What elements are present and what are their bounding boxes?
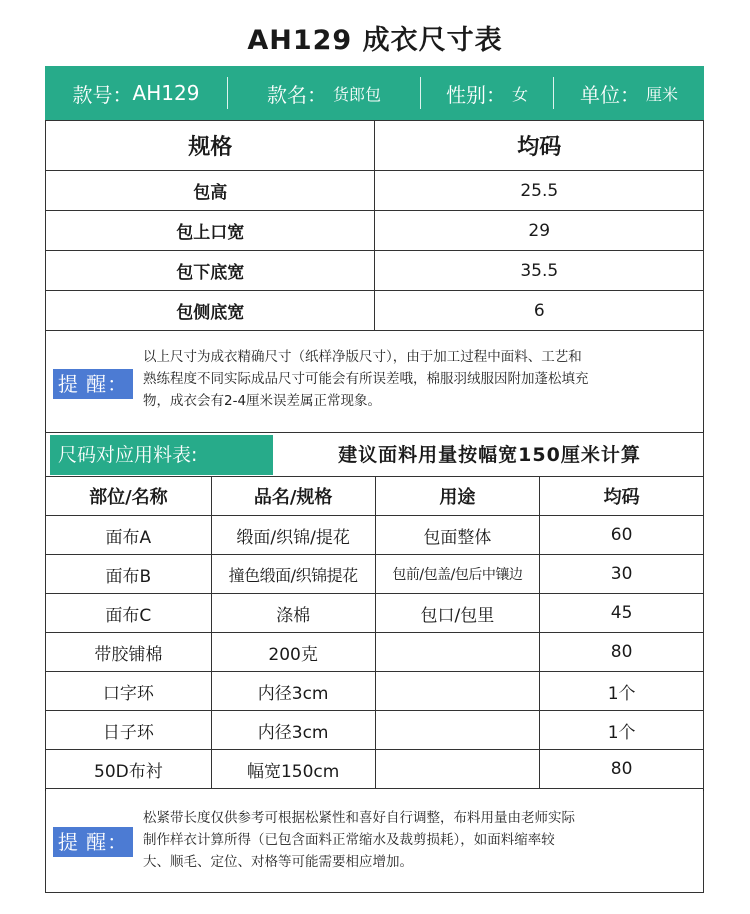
usage-cell	[375, 750, 540, 789]
table-row	[46, 291, 704, 331]
name-label: 款名：	[266, 82, 327, 107]
part-cell: 50D布衬	[46, 750, 212, 789]
reminder-box-1	[45, 329, 704, 430]
reminder-line: 熟练程度不同实际成品尺寸可能会有所误差哦，棉服羽绒服因附加蓬松填充	[143, 371, 589, 387]
spec-cell: 200克	[211, 633, 375, 672]
gender-value: 女	[511, 84, 528, 104]
amount-cell: 1个	[540, 672, 704, 711]
size-table-header	[46, 121, 704, 171]
spec-cell: 涤棉	[211, 594, 375, 633]
size-value: 6	[375, 291, 704, 331]
spec-cell: 撞色缎面/织锦提花	[211, 555, 375, 594]
size-label: 包下底宽	[46, 251, 375, 291]
size-label: 包侧底宽	[46, 291, 375, 331]
size-value: 35.5	[375, 251, 704, 291]
amount-cell: 1个	[540, 711, 704, 750]
table-row	[46, 750, 704, 789]
table-row	[46, 516, 704, 555]
unit-label: 单位：	[579, 82, 640, 107]
spec-cell: 幅宽150cm	[211, 750, 375, 789]
usage-cell: 包前/包盖/包后中镶边	[375, 555, 540, 594]
style-no-cell	[45, 66, 227, 120]
reminder-line: 以上尺寸为成衣精确尺寸（纸样净版尺寸），由于加工过程中面料、工艺和	[143, 349, 582, 365]
table-row	[46, 711, 704, 750]
table-row	[46, 594, 704, 633]
size-table	[45, 120, 704, 331]
onesize-header: 均码	[375, 121, 704, 171]
reminder-box-2	[45, 791, 704, 893]
material-section-header	[45, 432, 704, 476]
part-cell: 面布C	[46, 594, 212, 633]
spec-cell: 内径3cm	[211, 672, 375, 711]
reminder-tag: 提 醒：	[53, 369, 133, 399]
spec-cell: 缎面/织锦/提花	[211, 516, 375, 555]
amount-cell: 80	[540, 633, 704, 672]
spec-header: 规格	[46, 121, 375, 171]
usage-cell	[375, 711, 540, 750]
part-header: 部位/名称	[46, 477, 212, 516]
usage-cell	[375, 633, 540, 672]
reminder-line: 大、顺毛、定位、对格等可能需要相应增加。	[143, 854, 413, 870]
unit-value: 厘米	[645, 84, 678, 104]
style-no-label: 款号：	[72, 82, 133, 107]
part-cell: 面布B	[46, 555, 212, 594]
amount-cell: 30	[540, 555, 704, 594]
material-table	[45, 476, 704, 789]
table-row	[46, 171, 704, 211]
table-row	[46, 555, 704, 594]
gender-cell	[421, 66, 553, 120]
size-label: 包上口宽	[46, 211, 375, 251]
material-section-note: 建议面料用量按幅宽150厘米计算	[338, 444, 641, 466]
table-row	[46, 251, 704, 291]
table-row	[46, 672, 704, 711]
name-value: 货郎包	[332, 84, 381, 104]
table-row	[46, 633, 704, 672]
reminder-line: 制作样衣计算所得（已包含面料正常缩水及裁剪损耗），如面料缩率较	[143, 832, 555, 848]
spec-cell: 内径3cm	[211, 711, 375, 750]
reminder-line: 物，成衣会有2-4厘米误差属正常现象。	[143, 393, 382, 409]
page-title: AH129 成衣尺寸表	[247, 25, 503, 56]
part-cell: 口字环	[46, 672, 212, 711]
size-value: 29	[375, 211, 704, 251]
size-label: 包高	[46, 171, 375, 211]
part-cell: 带胶铺棉	[46, 633, 212, 672]
usage-cell	[375, 672, 540, 711]
amount-cell: 45	[540, 594, 704, 633]
onesize-header: 均码	[540, 477, 704, 516]
amount-cell: 60	[540, 516, 704, 555]
part-cell: 面布A	[46, 516, 212, 555]
info-bar	[45, 66, 704, 120]
table-row	[46, 211, 704, 251]
size-value: 25.5	[375, 171, 704, 211]
reminder-text	[143, 346, 589, 412]
usage-cell: 包面整体	[375, 516, 540, 555]
material-section-label: 尺码对应用料表:	[50, 435, 273, 475]
material-table-header	[46, 477, 704, 516]
name-cell	[228, 66, 420, 120]
gender-label: 性别：	[445, 82, 506, 107]
style-no-value: AH129	[132, 81, 200, 105]
reminder-line: 松紧带长度仅供参考可根据松紧性和喜好自行调整，布料用量由老师实际	[143, 810, 575, 826]
spec-header: 品名/规格	[211, 477, 375, 516]
unit-cell	[554, 66, 704, 120]
usage-header: 用途	[375, 477, 540, 516]
usage-cell: 包口/包里	[375, 594, 540, 633]
reminder-text	[143, 807, 575, 873]
part-cell: 日子环	[46, 711, 212, 750]
amount-cell: 80	[540, 750, 704, 789]
reminder-tag: 提 醒：	[53, 827, 133, 857]
